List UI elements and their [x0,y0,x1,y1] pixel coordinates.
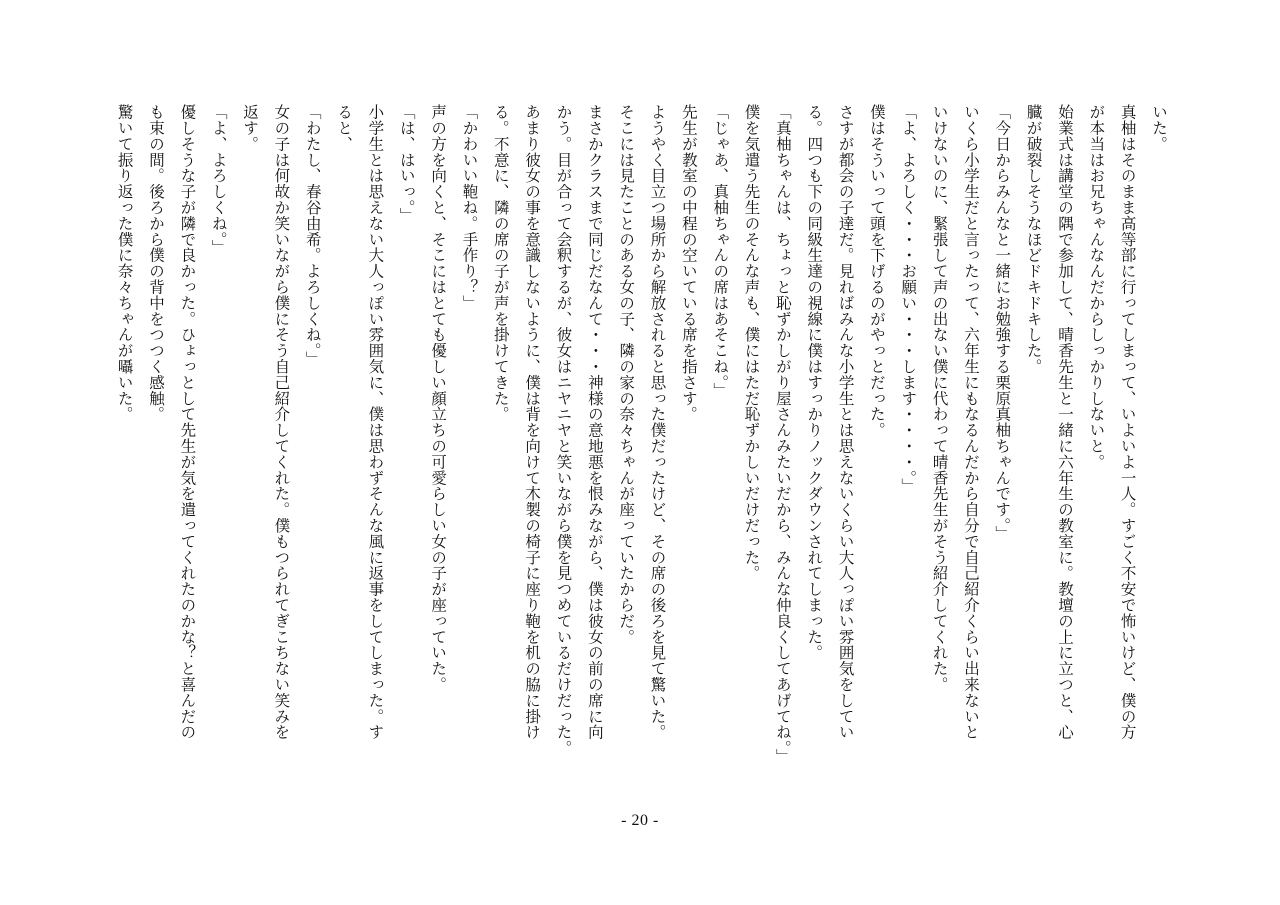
text-line: 声の方を向くと、そこにはとても優しい顔立ちの可愛らしい女の子が座っていた。 [429,104,448,693]
text-line: 真柚はそのまま高等部に行ってしまって、いよいよ一人。すごく不安で怖いけど、僕の方 [1118,104,1137,740]
text-line: 「よ、よろしく・・・お願い・・・します・・・・。」 [899,104,918,494]
text-line: いくら小学生だと言ったって、六年生にもなるんだから自分で自己紹介くらい出来ないと [961,104,980,740]
text-line: いけないのに、緊張して声の出ない僕に代わって晴香先生がそう紹介してくれた。 [930,104,949,693]
text-line: 「今日からみんなと一緒にお勉強する栗原真柚ちゃんです。」 [993,104,1012,542]
text-line: そこには見たことのある女の子、隣の家の奈々ちゃんが座っていたからだ。 [617,104,636,645]
text-line: あまり彼女の事を意識しないように、僕は背を向けて木製の椅子に座り鞄を机の脇に掛け [523,104,542,740]
text-line: 返す。 [241,104,260,152]
page-number: - 20 - [621,812,659,829]
text-line: まさかクラスまで同じだなんて・・・神様の意地悪を恨みながら、僕は彼女の前の席に向 [585,104,604,740]
text-line: 女の子は何故か笑いながら僕にそう自己紹介してくれた。僕もつられてぎこちない笑みを [272,104,291,740]
text-line: ようやく目立つ場所から解放されると思った僕だったけど、その席の後ろを見て驚いた。 [648,104,667,740]
text-line: が本当はお兄ちゃんなんだからしっかりしないと。 [1087,104,1106,470]
text-line: 「かわいい鞄ね。手作り？」 [460,104,479,311]
text-line: 「じゃあ、真柚ちゃんの席はあそこね。」 [711,104,730,399]
text-line: 「よ、よろしくね。」 [209,104,228,256]
text-line: ると、 [335,104,354,152]
text-line: 小学生とは思えない大人っぽい雰囲気に、僕は思わずそんな風に返事をしてしまった。す [366,104,385,740]
text-line: 「は、はいっ。」 [397,104,416,224]
text-line: 「真柚ちゃんは、ちょっと恥ずかしがり屋さんみたいだから、みんな仲良くしてあげてね。」 [773,104,792,765]
text-line: さすが都会の子達だ。見ればみんな小学生とは思えないくらい大人っぽい雰囲気をしてい [836,104,855,740]
text-line: 驚いて振り返った僕に奈々ちゃんが囁いた。 [115,104,134,422]
text-line: 始業式は講堂の隅で参加して、晴香先生と一緒に六年生の教室に。教壇の上に立つと、心 [1055,104,1074,740]
text-line: る。四つも下の同級生達の視線に僕はすっかりノックダウンされてしまった。 [805,104,824,661]
vertical-body-text [108,104,1174,804]
text-line: いた。 [1150,104,1168,152]
text-line: かう。目が合って会釈するが、彼女はニヤニヤと笑いながら僕を見つめているだけだった。 [554,104,573,756]
text-line: 僕はそういって頭を下げるのがやっとだった。 [867,104,886,438]
text-line: も束の間。後ろから僕の背中をつつく感触。 [147,104,165,422]
text-line: 僕を気遣う先生のそんな声も、僕にはただ恥ずかしいだけだった。 [742,104,761,581]
text-line: 臓が破裂しそうなほどドキドキした。 [1024,104,1043,375]
text-line: 先生が教室の中程の空いている席を指さす。 [679,104,698,422]
text-line: る。不意に、隣の席の子が声を掛けてきた。 [491,104,510,422]
text-line: 「わたし、春谷由希。よろしくね。」 [303,104,322,367]
text-line: 優しそうな子が隣で良かった。ひょっとして先生が気を遣ってくれたのかな？と喜んだの [178,104,197,740]
